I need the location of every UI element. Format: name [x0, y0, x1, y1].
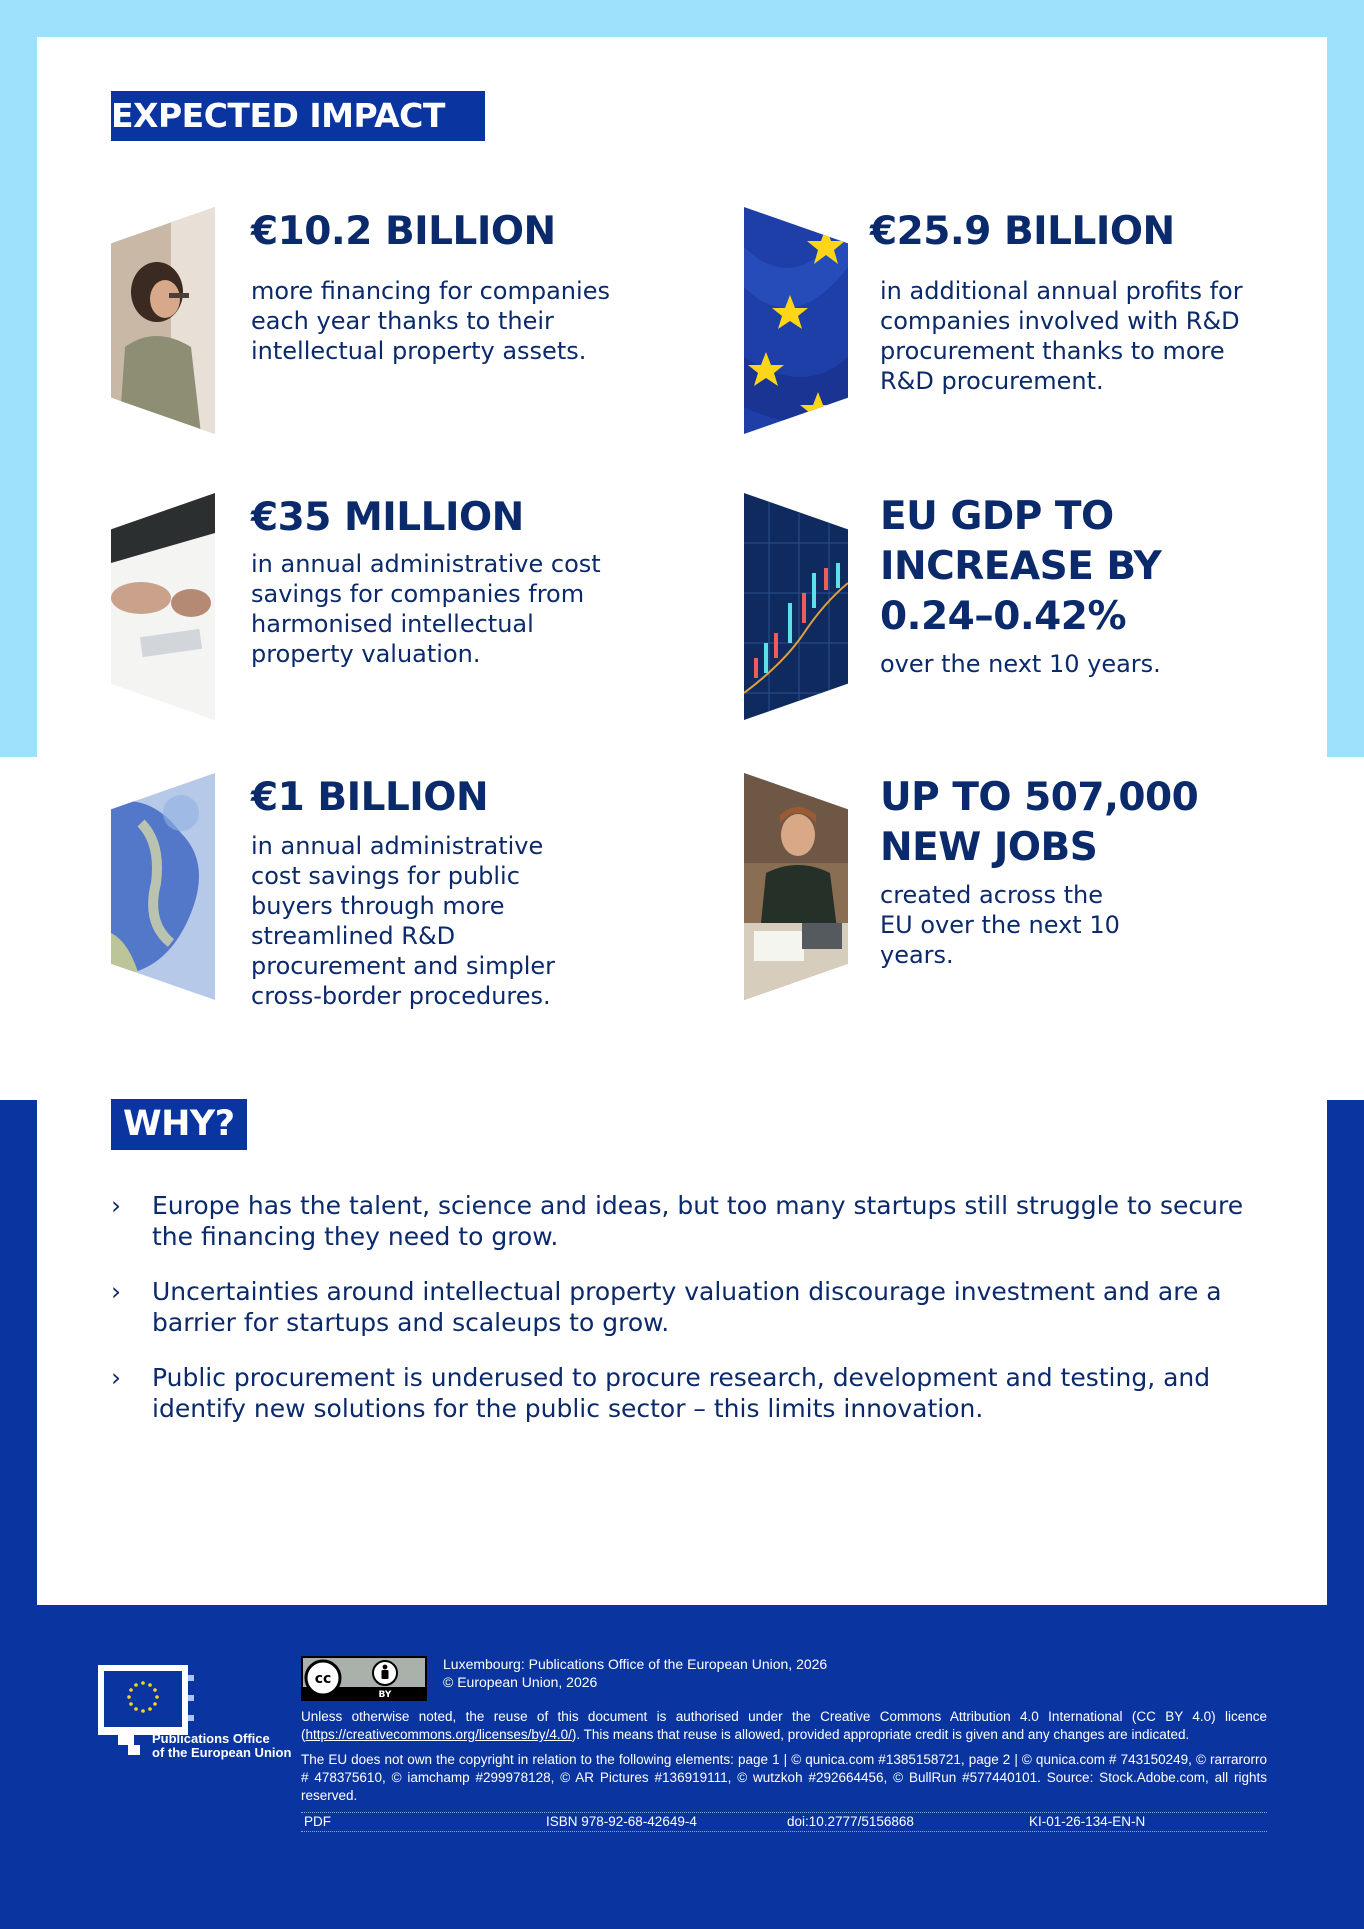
stat-5-text: in annual administrative cost savings for public buyers through more streamlined R&D procurement and simpler cross-border procedures. — [251, 832, 556, 1010]
stat-3-text: in annual administrative cost savings for companies from harmonised intellectual property valuation. — [251, 550, 601, 668]
chevron-right-icon: › — [111, 1191, 121, 1220]
cc-by-badge — [301, 1656, 427, 1701]
why-item — [111, 1362, 1261, 1424]
expected-impact-title: EXPECTED IMPACT — [111, 91, 485, 141]
stat-4-text: over the next 10 years. — [880, 650, 1161, 678]
stat-5-headline: €1 BILLION — [251, 775, 489, 820]
svg-text:cc: cc — [314, 1671, 332, 1687]
publisher-line: Luxembourg: Publications Office of the European Union, 2026 — [443, 1656, 828, 1672]
eu-flag-photo — [744, 207, 848, 434]
stat-6-text: created across the EU over the next 10 years. — [880, 881, 1120, 969]
publications-office-name: Publications Office of the European Union — [152, 1731, 292, 1760]
stock-chart-photo — [744, 493, 848, 720]
catalogue-number: KI-01-26-134-EN-N — [1029, 1814, 1146, 1829]
stat-4-headline: EU GDP TO INCREASE BY 0.24–0.42% — [880, 494, 1162, 639]
why-item-text: Europe has the talent, science and ideas, but too many startups still struggle to secure the financing they need to grow. — [152, 1191, 1244, 1251]
why-list — [111, 1190, 1261, 1448]
why-item-text: Uncertainties around intellectual property valuation discourage investment and are a barrier for startups and scaleups to grow. — [152, 1277, 1222, 1337]
stat-6-headline: UP TO 507,000 NEW JOBS — [880, 775, 1199, 870]
licence-link[interactable]: https://creativecommons.org/licenses/by/4.0/ — [305, 1727, 572, 1742]
why-item — [111, 1276, 1261, 1338]
cc-by-label: BY — [378, 1690, 392, 1699]
woman-at-laptop-photo — [111, 207, 215, 434]
doi: doi:10.2777/5156868 — [787, 1814, 914, 1829]
footer — [0, 1605, 1364, 1929]
publication-identifiers — [301, 1812, 1267, 1832]
stat-2-headline: €25.9 BILLION — [870, 209, 1175, 254]
licence-text: Unless otherwise noted, the reuse of this document is authorised under the Creative Commons Attribution 4.0 International (CC BY 4.0) licence (https://creativecommons.org/licenses/by/4.0/). This means that reuse is allowed, provided appropriate credit is given and any changes are indicated. — [301, 1709, 1267, 1742]
why-item — [111, 1190, 1261, 1252]
isbn: ISBN 978-92-68-42649-4 — [546, 1814, 697, 1829]
stat-1-headline: €10.2 BILLION — [251, 209, 556, 254]
stat-2-text: in additional annual profits for companies involved with R&D procurement thanks to more R&D procurement. — [880, 277, 1243, 395]
stat-1-text: more financing for companies each year thanks to their intellectual property assets. — [251, 277, 610, 365]
format-label: PDF — [304, 1814, 331, 1829]
man-at-desk-photo — [744, 773, 848, 1000]
why-title: WHY? — [111, 1099, 247, 1150]
stat-3-headline: €35 MILLION — [251, 495, 524, 540]
why-item-text: Public procurement is underused to procure research, development and testing, and identify new solutions for the public sector – this limits innovation. — [152, 1363, 1211, 1423]
chevron-right-icon: › — [111, 1363, 121, 1392]
hands-paperwork-photo — [111, 493, 215, 720]
copyright-line: © European Union, 2026 — [443, 1674, 598, 1690]
chevron-right-icon: › — [111, 1277, 121, 1306]
publisher-info — [443, 1655, 827, 1691]
euro-banknote-map-photo — [111, 773, 215, 1000]
image-credits: The EU does not own the copyright in relation to the following elements: page 1 | © qunica.com #1385158721, page 2 | © qunica.com # 743150249, © rarrarorro # 478375610, © iamchamp #299978128, © AR Pictures #136919111, © wutzkoh #292664456, © BullRun #577440101. Source: Stock.Adobe.com, all rights reserved. — [301, 1752, 1267, 1803]
